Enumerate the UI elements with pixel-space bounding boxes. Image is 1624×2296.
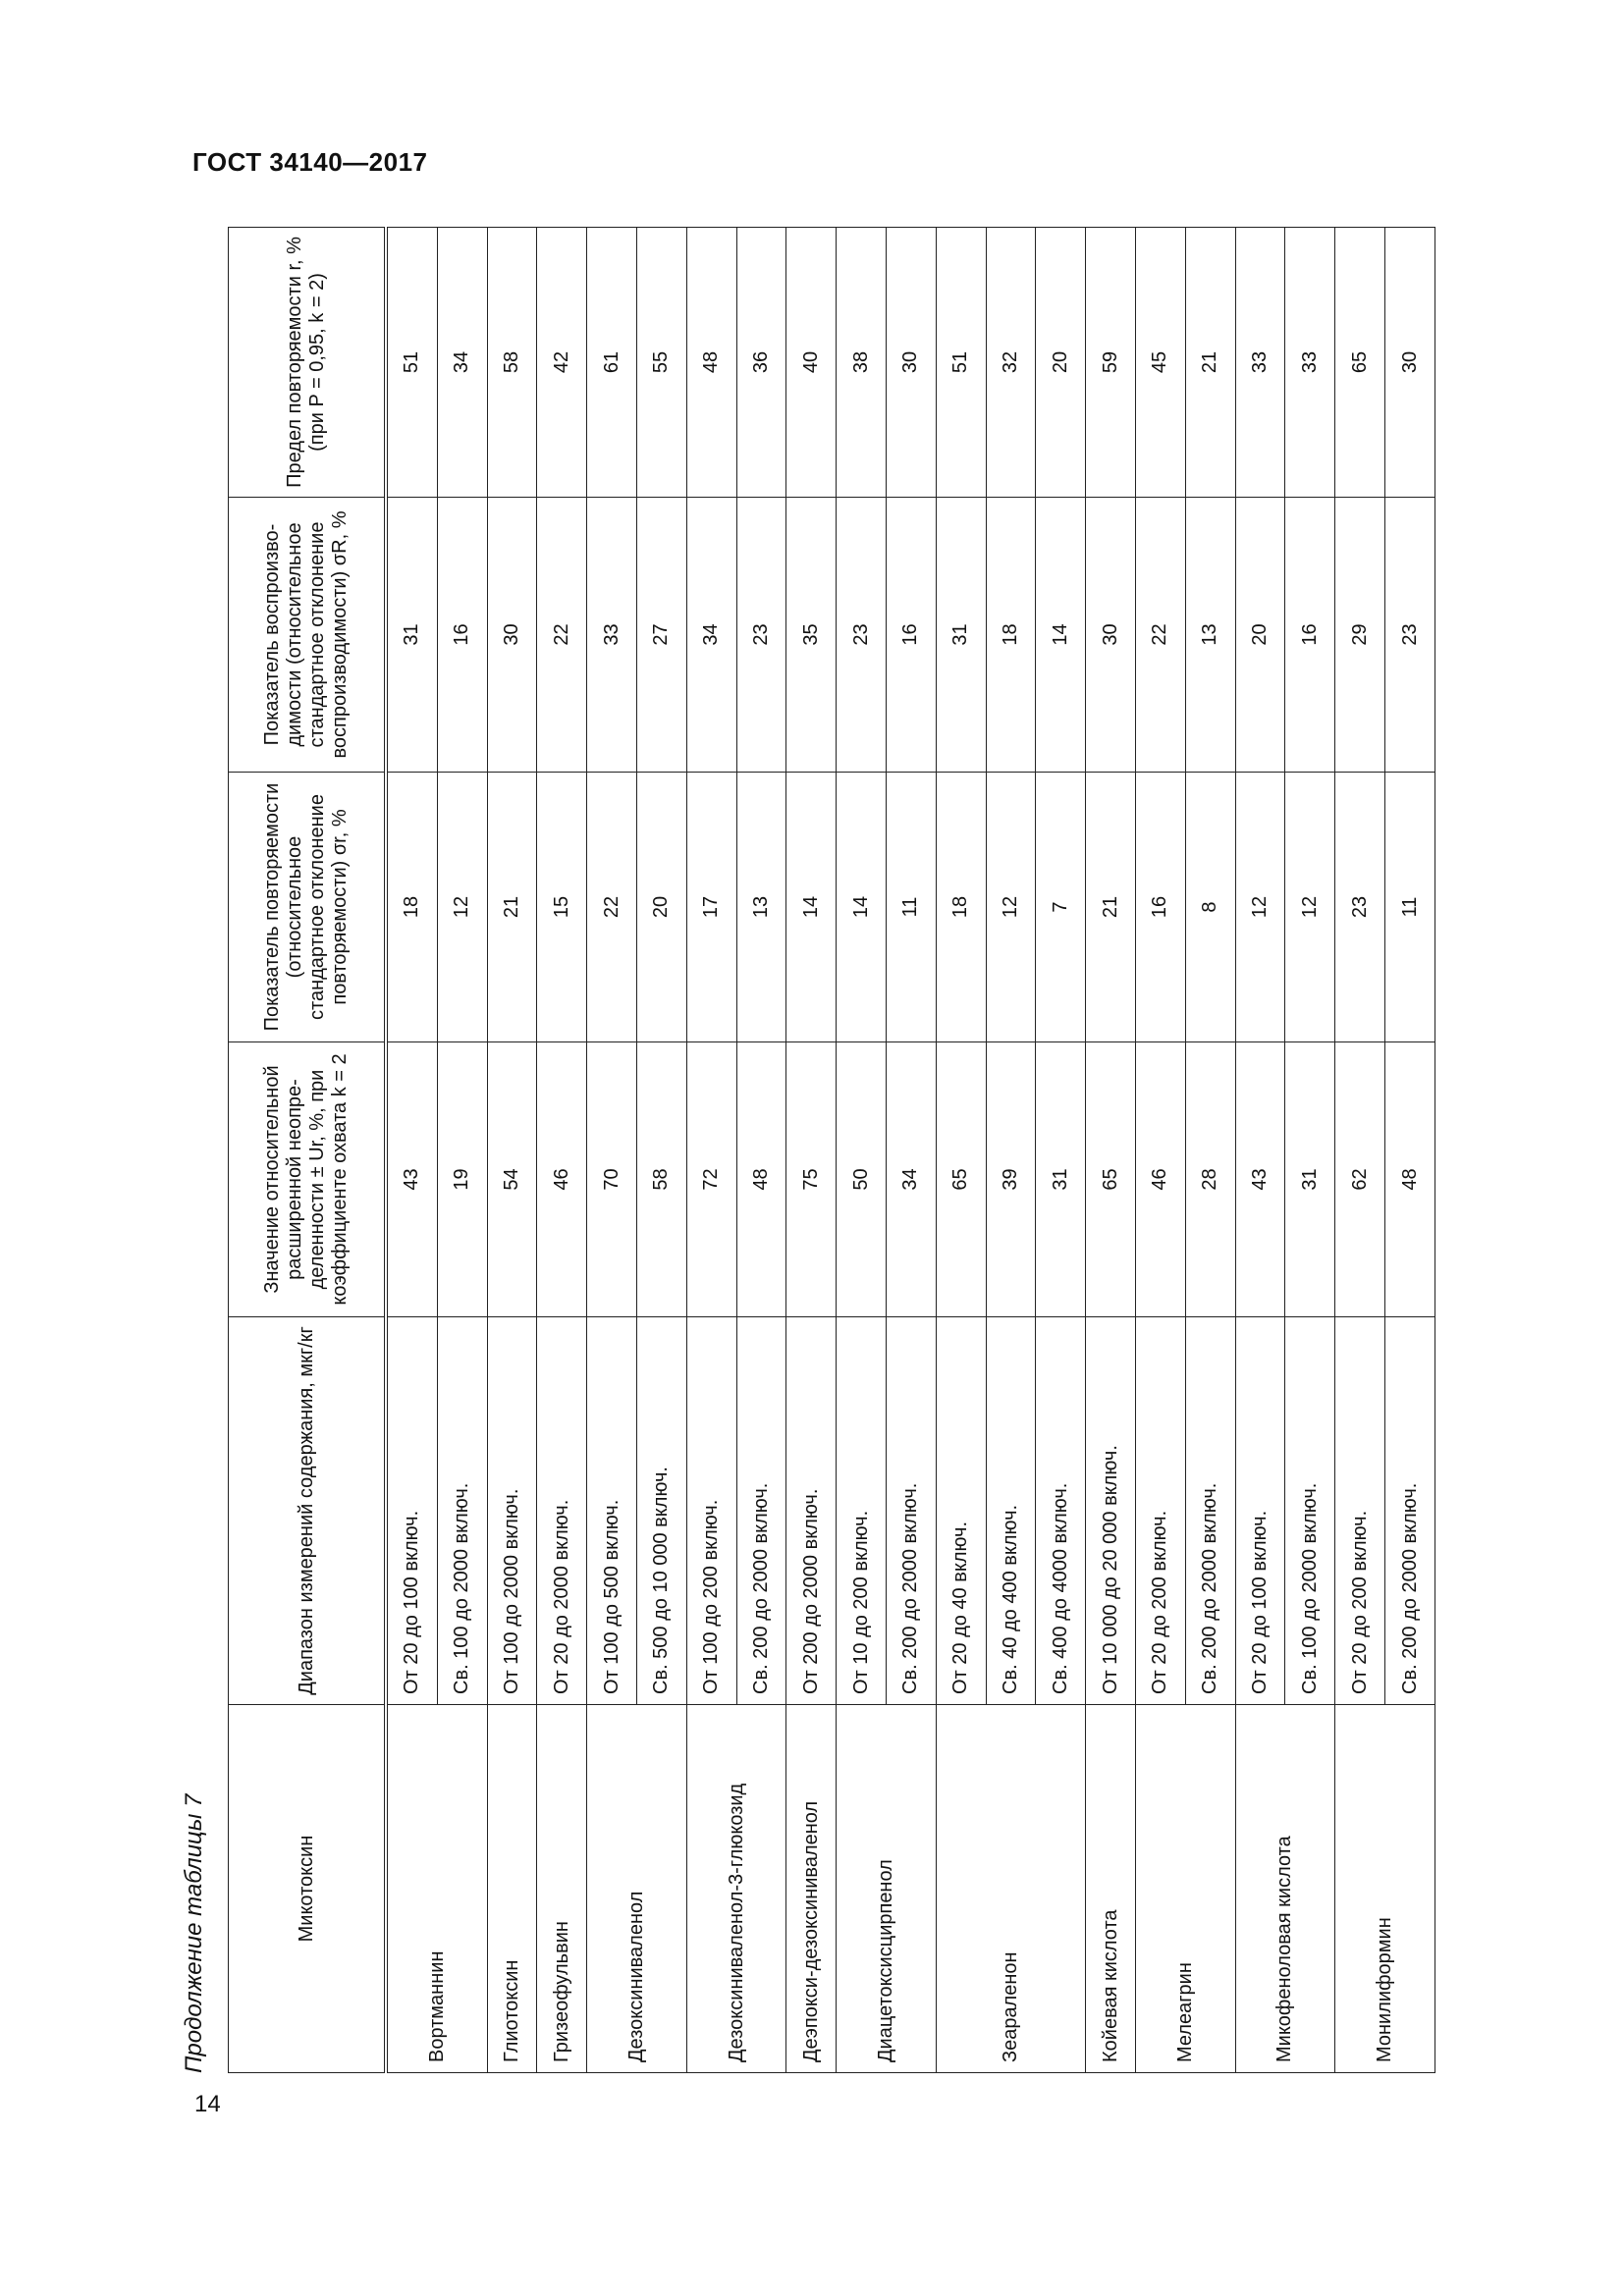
uncertainty-cell: 46 bbox=[1136, 1042, 1186, 1317]
rotated-table-wrapper bbox=[228, 228, 1435, 2073]
range-cell: Св. 100 до 2000 включ. bbox=[437, 1317, 487, 1705]
reproducibility-sd-cell: 16 bbox=[887, 498, 937, 773]
uncertainty-cell: 65 bbox=[1086, 1042, 1136, 1317]
document-header: ГОСТ 34140—2017 bbox=[192, 147, 428, 177]
reproducibility-sd-cell: 20 bbox=[1235, 498, 1285, 773]
mycotoxin-name-cell: Гризеофульвин bbox=[537, 1705, 587, 2073]
uncertainty-cell: 39 bbox=[986, 1042, 1036, 1317]
table-row bbox=[936, 228, 986, 2073]
repeatability-limit-cell: 58 bbox=[487, 228, 537, 498]
repeatability-limit-cell: 34 bbox=[437, 228, 487, 498]
repeatability-sd-cell: 17 bbox=[686, 773, 736, 1042]
repeatability-sd-cell: 12 bbox=[986, 773, 1036, 1042]
reproducibility-sd-cell: 23 bbox=[1385, 498, 1435, 773]
repeatability-sd-cell: 13 bbox=[736, 773, 786, 1042]
repeatability-limit-cell: 51 bbox=[936, 228, 986, 498]
uncertainty-cell: 34 bbox=[887, 1042, 937, 1317]
repeatability-limit-cell: 59 bbox=[1086, 228, 1136, 498]
uncertainty-cell: 54 bbox=[487, 1042, 537, 1317]
table-row bbox=[587, 228, 637, 2073]
repeatability-limit-cell: 48 bbox=[686, 228, 736, 498]
reproducibility-sd-cell: 16 bbox=[1285, 498, 1335, 773]
range-cell: От 100 до 500 включ. bbox=[587, 1317, 637, 1705]
uncertainty-cell: 46 bbox=[537, 1042, 587, 1317]
reproducibility-sd-cell: 30 bbox=[1086, 498, 1136, 773]
mycotoxin-name-cell: Деэпокси-дезоксиниваленол bbox=[786, 1705, 837, 2073]
table-caption: Продолжение таблицы 7 bbox=[181, 1793, 207, 2073]
mycotoxin-name-cell: Диацетоксисцирпенол bbox=[837, 1705, 937, 2073]
table-row bbox=[1235, 228, 1285, 2073]
range-cell: От 10 до 200 включ. bbox=[837, 1317, 887, 1705]
uncertainty-cell: 65 bbox=[936, 1042, 986, 1317]
repeatability-sd-cell: 20 bbox=[637, 773, 687, 1042]
uncertainty-cell: 58 bbox=[637, 1042, 687, 1317]
repeatability-limit-cell: 61 bbox=[587, 228, 637, 498]
reproducibility-sd-cell: 31 bbox=[386, 498, 437, 773]
table-row bbox=[537, 228, 587, 2073]
mycotoxin-name-cell: Зеараленон bbox=[936, 1705, 1085, 2073]
repeatability-sd-cell: 16 bbox=[1136, 773, 1186, 1042]
repeatability-limit-cell: 38 bbox=[837, 228, 887, 498]
uncertainty-cell: 48 bbox=[736, 1042, 786, 1317]
repeatability-limit-cell: 30 bbox=[1385, 228, 1435, 498]
range-cell: От 200 до 2000 включ. bbox=[786, 1317, 837, 1705]
table-row bbox=[1136, 228, 1186, 2073]
table-body bbox=[386, 228, 1435, 2073]
reproducibility-sd-cell: 23 bbox=[837, 498, 887, 773]
header-range: Диапазон измерений содержания, мкг/кг bbox=[229, 1317, 387, 1705]
repeatability-limit-cell: 55 bbox=[637, 228, 687, 498]
uncertainty-cell: 43 bbox=[386, 1042, 437, 1317]
mycotoxin-name-cell: Дезоксиниваленол-3-глюкозид bbox=[686, 1705, 786, 2073]
uncertainty-cell: 72 bbox=[686, 1042, 736, 1317]
range-cell: Св. 200 до 2000 включ. bbox=[887, 1317, 937, 1705]
repeatability-limit-cell: 65 bbox=[1335, 228, 1385, 498]
repeatability-limit-cell: 30 bbox=[887, 228, 937, 498]
table-row bbox=[1335, 228, 1385, 2073]
repeatability-limit-cell: 33 bbox=[1285, 228, 1335, 498]
header-repeatability-sd: Показатель повторяемости (относительное стандартное отклонение повторяемости) σr, % bbox=[229, 773, 387, 1042]
reproducibility-sd-cell: 23 bbox=[736, 498, 786, 773]
uncertainty-cell: 31 bbox=[1285, 1042, 1335, 1317]
range-cell: Св. 200 до 2000 включ. bbox=[1385, 1317, 1435, 1705]
range-cell: От 20 до 100 включ. bbox=[386, 1317, 437, 1705]
uncertainty-cell: 48 bbox=[1385, 1042, 1435, 1317]
range-cell: Св. 200 до 2000 включ. bbox=[1185, 1317, 1235, 1705]
repeatability-sd-cell: 18 bbox=[936, 773, 986, 1042]
mycotoxin-name-cell: Вортманнин bbox=[386, 1705, 487, 2073]
repeatability-limit-cell: 42 bbox=[537, 228, 587, 498]
range-cell: Св. 500 до 10 000 включ. bbox=[637, 1317, 687, 1705]
repeatability-sd-cell: 21 bbox=[487, 773, 537, 1042]
range-cell: От 20 до 2000 включ. bbox=[537, 1317, 587, 1705]
uncertainty-cell: 70 bbox=[587, 1042, 637, 1317]
repeatability-sd-cell: 12 bbox=[437, 773, 487, 1042]
mycotoxin-name-cell: Мелеагрин bbox=[1136, 1705, 1236, 2073]
reproducibility-sd-cell: 27 bbox=[637, 498, 687, 773]
repeatability-sd-cell: 11 bbox=[887, 773, 937, 1042]
header-mycotoxin: Микотоксин bbox=[229, 1705, 387, 2073]
range-cell: Св. 100 до 2000 включ. bbox=[1285, 1317, 1335, 1705]
reproducibility-sd-cell: 35 bbox=[786, 498, 837, 773]
range-cell: От 20 до 40 включ. bbox=[936, 1317, 986, 1705]
uncertainty-cell: 75 bbox=[786, 1042, 837, 1317]
repeatability-sd-cell: 11 bbox=[1385, 773, 1435, 1042]
header-reproducibility-sd: Показатель воспроизводимости (относительное стандартное отклонение воспроизводимости) σR, % bbox=[229, 498, 387, 773]
range-cell: От 100 до 2000 включ. bbox=[487, 1317, 537, 1705]
header-repeatability-limit: Предел повторяемости r, % (при P = 0,95, k = 2) bbox=[229, 228, 387, 498]
mycotoxin-name-cell: Койевая кислота bbox=[1086, 1705, 1136, 2073]
reproducibility-sd-cell: 29 bbox=[1335, 498, 1385, 773]
repeatability-sd-cell: 14 bbox=[837, 773, 887, 1042]
mycotoxin-name-cell: Монилиформин bbox=[1335, 1705, 1435, 2073]
repeatability-limit-cell: 51 bbox=[386, 228, 437, 498]
range-cell: От 20 до 100 включ. bbox=[1235, 1317, 1285, 1705]
repeatability-sd-cell: 21 bbox=[1086, 773, 1136, 1042]
reproducibility-sd-cell: 33 bbox=[587, 498, 637, 773]
range-cell: Св. 400 до 4000 включ. bbox=[1036, 1317, 1086, 1705]
uncertainty-cell: 28 bbox=[1185, 1042, 1235, 1317]
repeatability-sd-cell: 8 bbox=[1185, 773, 1235, 1042]
repeatability-sd-cell: 22 bbox=[587, 773, 637, 1042]
table-header-row bbox=[229, 228, 387, 2073]
reproducibility-sd-cell: 31 bbox=[936, 498, 986, 773]
header-uncertainty: Значение относительной расширенной неопределенности ± Ur, %, при коэффициенте охвата k = 2 bbox=[229, 1042, 387, 1317]
repeatability-sd-cell: 18 bbox=[386, 773, 437, 1042]
uncertainty-cell: 62 bbox=[1335, 1042, 1385, 1317]
repeatability-limit-cell: 21 bbox=[1185, 228, 1235, 498]
reproducibility-sd-cell: 22 bbox=[537, 498, 587, 773]
uncertainty-cell: 50 bbox=[837, 1042, 887, 1317]
repeatability-limit-cell: 20 bbox=[1036, 228, 1086, 498]
page-number: 14 bbox=[194, 2091, 221, 2117]
repeatability-sd-cell: 15 bbox=[537, 773, 587, 1042]
range-cell: От 20 до 200 включ. bbox=[1335, 1317, 1385, 1705]
table-row bbox=[487, 228, 537, 2073]
repeatability-limit-cell: 33 bbox=[1235, 228, 1285, 498]
reproducibility-sd-cell: 22 bbox=[1136, 498, 1186, 773]
range-cell: Св. 200 до 2000 включ. bbox=[736, 1317, 786, 1705]
mycotoxin-name-cell: Дезоксиниваленол bbox=[587, 1705, 687, 2073]
mycotoxin-name-cell: Глиотоксин bbox=[487, 1705, 537, 2073]
uncertainty-cell: 43 bbox=[1235, 1042, 1285, 1317]
mycotoxin-table bbox=[228, 227, 1435, 2073]
table-row bbox=[786, 228, 837, 2073]
repeatability-sd-cell: 12 bbox=[1235, 773, 1285, 1042]
repeatability-limit-cell: 40 bbox=[786, 228, 837, 498]
uncertainty-cell: 19 bbox=[437, 1042, 487, 1317]
repeatability-sd-cell: 14 bbox=[786, 773, 837, 1042]
table-row bbox=[686, 228, 736, 2073]
range-cell: Св. 40 до 400 включ. bbox=[986, 1317, 1036, 1705]
reproducibility-sd-cell: 18 bbox=[986, 498, 1036, 773]
table-row bbox=[837, 228, 887, 2073]
repeatability-sd-cell: 12 bbox=[1285, 773, 1335, 1042]
mycotoxin-name-cell: Микофеноловая кислота bbox=[1235, 1705, 1335, 2073]
range-cell: От 20 до 200 включ. bbox=[1136, 1317, 1186, 1705]
reproducibility-sd-cell: 30 bbox=[487, 498, 537, 773]
repeatability-limit-cell: 32 bbox=[986, 228, 1036, 498]
range-cell: От 100 до 200 включ. bbox=[686, 1317, 736, 1705]
repeatability-limit-cell: 45 bbox=[1136, 228, 1186, 498]
range-cell: От 10 000 до 20 000 включ. bbox=[1086, 1317, 1136, 1705]
uncertainty-cell: 31 bbox=[1036, 1042, 1086, 1317]
repeatability-sd-cell: 7 bbox=[1036, 773, 1086, 1042]
reproducibility-sd-cell: 13 bbox=[1185, 498, 1235, 773]
reproducibility-sd-cell: 34 bbox=[686, 498, 736, 773]
repeatability-limit-cell: 36 bbox=[736, 228, 786, 498]
table-row bbox=[1086, 228, 1136, 2073]
table-caption-wrapper bbox=[181, 1582, 208, 2073]
reproducibility-sd-cell: 16 bbox=[437, 498, 487, 773]
table-row bbox=[386, 228, 437, 2073]
reproducibility-sd-cell: 14 bbox=[1036, 498, 1086, 773]
repeatability-sd-cell: 23 bbox=[1335, 773, 1385, 1042]
